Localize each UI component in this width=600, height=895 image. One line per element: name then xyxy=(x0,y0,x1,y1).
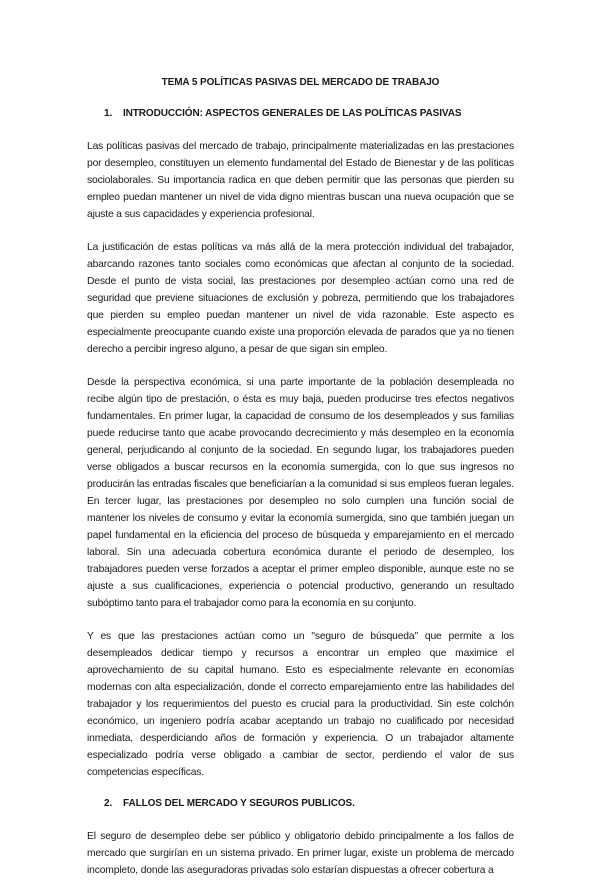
paragraph: La justificación de estas políticas va más allá de la mera protección individual del trabajador, abarcando razones tanto sociales como económicas que afectan al conjunto de la sociedad. Desde el punto de vista social, las prestaciones por desempleo actúan como una red de seguridad que previene situaciones de exclusión y pobreza, permitiendo que los trabajadores que pierden su empleo puedan mantener un nivel de vida razonable. Este aspecto es especialmente preocupante cuando existe una proporción elevada de parados que ya no tienen derecho a percibir ingreso alguno, a pesar de que sigan sin empleo. xyxy=(87,242,514,355)
paragraph: Desde la perspectiva económica, si una parte importante de la población desempleada no recibe algún tipo de prestación, o ésta es muy baja, pueden producirse tres efectos negativos fundamentales. En primer lugar, la capacidad de consumo de los desempleados y sus familias puede reducirse tanto que acabe provocando decrecimiento y más desempleo en la economía general, perjudicando al conjunto de la sociedad. En segundo lugar, los trabajadores pueden verse obligados a buscar recursos en la economía sumergida, con lo que sus ingresos no producirán las entradas fiscales que beneficiarían a la comunidad si sus empleos fueran legales. En tercer lugar, las prestaciones por desempleo no solo cumplen una función social de mantener los niveles de consumo y evitar la economía sumergida, sino que también juegan un papel fundamental en la eficiencia del proceso de búsqueda y emparejamiento en el mercado laboral. Sin una adecuada cobertura económica durante el periodo de desempleo, los trabajadores pueden verse forzados a aceptar el primer empleo disponible, aunque este no se ajuste a sus cualificaciones, experiencia o potencial productivo, generando un resultado subóptimo tanto para el trabajador como para la economía en su conjunto. xyxy=(87,377,514,609)
paragraph: Y es que las prestaciones actúan como un "seguro de búsqueda" que permite a los desempleados dedicar tiempo y recursos a encontrar un empleo que maximice el aprovechamiento de su capital humano. Esto es especialmente relevante en economías modernas con alta especialización, donde el correcto emparejamiento entre las habilidades del trabajador y los requerimientos del puesto es crucial para la productividad. Sin este colchón económico, un ingeniero podría acabar aceptando un trabajo no cualificado por necesidad inmediata, desperdiciando años de formación y experiencia. O un trabajador altamente especializado podría verse obligado a cambiar de sector, perdiendo el valor de sus competencias específicas. xyxy=(87,631,514,778)
section-2-heading xyxy=(87,795,514,812)
section-2-heading-text: FALLOS DEL MERCADO Y SEGUROS PUBLICOS. xyxy=(123,798,355,809)
section-1-heading xyxy=(87,105,514,122)
paragraph: Las políticas pasivas del mercado de trabajo, principalmente materializadas en las prestaciones por desempleo, constituyen un elemento fundamental del Estado de Bienestar y de las políticas sociolaborales. Su importancia radica en que deben permitir que las personas que pierden su empleo puedan mantener un nivel de vida digno mientras buscan una nueva ocupación que se ajuste a sus capacidades y experiencia profesional. xyxy=(87,141,514,220)
section-1-number: 1. xyxy=(104,108,113,119)
section-1-heading-text: INTRODUCCIÓN: ASPECTOS GENERALES DE LAS POLÍTICAS PASIVAS xyxy=(123,108,462,119)
paragraph: El seguro de desempleo debe ser público y obligatorio debido principalmente a los fallos de mercado que surgirían en un sistema privado. En primer lugar, existe un problema de mercado incompleto, donde las aseguradoras privadas solo estarían dispuestas a ofrecer cobertura a xyxy=(87,831,514,876)
document-title: TEMA 5 POLÍTICAS PASIVAS DEL MERCADO DE TRABAJO xyxy=(161,77,440,88)
document-body xyxy=(87,74,514,895)
section-2-number: 2. xyxy=(104,798,113,809)
